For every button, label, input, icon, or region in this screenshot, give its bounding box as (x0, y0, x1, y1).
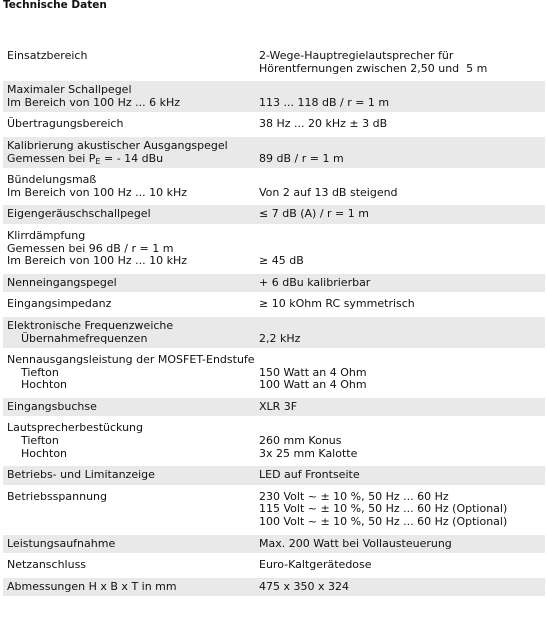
spec-label (7, 84, 259, 109)
spec-label (7, 140, 259, 165)
spec-table (3, 47, 545, 599)
spec-label (7, 298, 259, 311)
spec-label-line: Netzanschluss (7, 558, 87, 572)
spec-value-line: 89 dB / r = 1 m (259, 151, 344, 165)
spec-value-line: Hörentfernungen zwischen 2,50 und 5 m (259, 61, 488, 75)
spec-value (259, 174, 545, 199)
spec-label (7, 538, 259, 551)
spec-label (7, 469, 259, 482)
spec-row (3, 137, 545, 168)
spec-label-line: Eingangsbuchse (7, 399, 97, 413)
spec-label-line: Hochton (7, 446, 68, 460)
spec-row (3, 466, 545, 485)
spec-label-line: Tiefton (7, 434, 59, 448)
spec-value-line (259, 140, 545, 153)
spec-label (7, 581, 259, 594)
spec-label (7, 422, 259, 460)
spec-value-line (259, 230, 545, 243)
spec-value (259, 118, 545, 131)
spec-row (3, 419, 545, 463)
spec-value-line: + 6 dBu kalibrierbar (259, 275, 371, 289)
spec-row (3, 115, 545, 134)
spec-value (259, 140, 545, 165)
spec-value (259, 538, 545, 551)
spec-value-line: ≥ 45 dB (259, 254, 304, 268)
spec-row (3, 205, 545, 224)
spec-value (259, 208, 545, 221)
spec-label-line: Einsatzbereich (7, 49, 88, 62)
spec-row (3, 556, 545, 575)
spec-row (3, 227, 545, 271)
spec-label-line: Lautsprecherbestückung (7, 421, 143, 435)
spec-value (259, 354, 545, 392)
spec-value (259, 320, 545, 345)
spec-value (259, 581, 545, 594)
spec-label-line: Übertragungsbereich (7, 117, 124, 131)
spec-value (259, 422, 545, 460)
spec-label (7, 50, 259, 75)
spec-row (3, 488, 545, 532)
spec-row (3, 81, 545, 112)
spec-row (3, 47, 545, 78)
spec-value-line (259, 174, 545, 187)
spec-value-line: LED auf Frontseite (259, 468, 360, 482)
spec-label-line: Gemessen bei $P_E$ = - 14 dBu (7, 151, 164, 166)
spec-row (3, 535, 545, 554)
spec-value (259, 559, 545, 572)
spec-label-line: Maximaler Schallpegel (7, 83, 132, 97)
spec-label-line: Übernahmefrequenzen (7, 331, 148, 345)
spec-label (7, 401, 259, 414)
spec-value-line: 150 Watt an 4 Ohm (259, 365, 367, 379)
spec-row (3, 351, 545, 395)
spec-label-line: Im Bereich von 100 Hz ... 10 kHz (7, 185, 188, 199)
spec-row (3, 295, 545, 314)
spec-value (259, 491, 545, 529)
spec-value-line: ≤ 7 dB (A) / r = 1 m (259, 207, 369, 221)
spec-value (259, 298, 545, 311)
spec-label-line: Hochton (7, 378, 68, 392)
spec-value-line: 2,2 kHz (259, 331, 301, 345)
spec-label-line: Tiefton (7, 365, 59, 379)
spec-value (259, 401, 545, 414)
spec-label-line: Kalibrierung akustischer Ausgangspegel (7, 138, 228, 152)
spec-label (7, 174, 259, 199)
spec-label-line: Abmessungen H x B x T in mm (7, 579, 177, 593)
spec-label-line: Gemessen bei 96 dB / r = 1 m (7, 241, 174, 255)
spec-label-line: Bündelungsmaß (7, 173, 97, 187)
spec-value-line: 113 ... 118 dB / r = 1 m (259, 95, 390, 109)
spec-label-line: Eingangsimpedanz (7, 297, 112, 311)
spec-value (259, 50, 545, 75)
spec-value (259, 84, 545, 109)
spec-value-line: Von 2 auf 13 dB steigend (259, 185, 398, 199)
spec-label-line: Betriebs- und Limitanzeige (7, 468, 155, 482)
spec-value-line: 230 Volt ~ ± 10 %, 50 Hz ... 60 Hz (259, 489, 449, 503)
spec-row (3, 171, 545, 202)
spec-value-line: 38 Hz ... 20 kHz ± 3 dB (259, 117, 388, 131)
spec-label-line: Nennausgangsleistung der MOSFET-Endstufe (7, 353, 255, 367)
spec-value-line: Max. 200 Watt bei Vollausteuerung (259, 536, 452, 550)
spec-value-line: ≥ 10 kOhm RC symmetrisch (259, 297, 415, 311)
spec-value-line: 115 Volt ~ ± 10 %, 50 Hz ... 60 Hz (Optional) (259, 502, 508, 516)
spec-row (3, 317, 545, 348)
spec-label (7, 320, 259, 345)
spec-value-line (259, 320, 545, 333)
spec-label (7, 230, 259, 268)
spec-label-line: Eigengeräuschschallpegel (7, 207, 151, 221)
spec-value (259, 277, 545, 290)
spec-value-line (259, 354, 545, 367)
spec-value-line: 3x 25 mm Kalotte (259, 446, 358, 460)
spec-label-line: Im Bereich von 100 Hz ... 10 kHz (7, 254, 188, 268)
page-title: Technische Daten (3, 0, 107, 11)
spec-label (7, 559, 259, 572)
spec-label-line: Im Bereich von 100 Hz ... 6 kHz (7, 95, 181, 109)
spec-label-line: Elektronische Frequenzweiche (7, 318, 174, 332)
spec-value-line: 260 mm Konus (259, 434, 342, 448)
spec-label-line: Nenneingangspegel (7, 275, 117, 289)
spec-label (7, 118, 259, 131)
spec-value-line: 100 Watt an 4 Ohm (259, 378, 367, 392)
spec-label (7, 354, 259, 392)
spec-row (3, 398, 545, 417)
spec-label (7, 277, 259, 290)
spec-label-line: Klirrdämpfung (7, 228, 86, 242)
spec-row (3, 578, 545, 597)
spec-value-line: Euro-Kaltgerätedose (259, 558, 372, 572)
spec-value-line (259, 84, 545, 97)
spec-value (259, 469, 545, 482)
spec-row (3, 274, 545, 293)
spec-label (7, 208, 259, 221)
spec-label (7, 491, 259, 529)
spec-value (259, 230, 545, 268)
spec-value-line: 100 Volt ~ ± 10 %, 50 Hz ... 60 Hz (Optional) (259, 515, 508, 529)
spec-value-line: 475 x 350 x 324 (259, 579, 349, 593)
spec-label-line: Betriebsspannung (7, 489, 108, 503)
spec-label-line: Leistungsaufnahme (7, 536, 116, 550)
spec-value-line: XLR 3F (259, 399, 298, 413)
spec-value-line: 2-Wege-Hauptregielautsprecher für (259, 49, 454, 62)
